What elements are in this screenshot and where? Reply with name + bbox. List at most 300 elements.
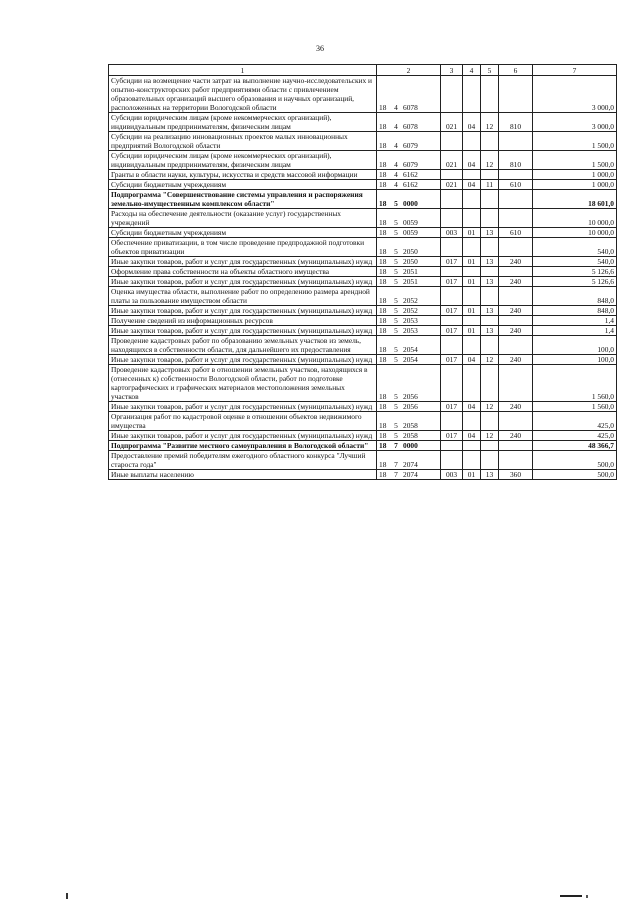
row-subsection: 13 <box>481 326 499 336</box>
header-cell: 4 <box>463 65 481 76</box>
table-row <box>109 170 617 180</box>
row-grbs: 021 <box>441 180 463 190</box>
code-part: 18 <box>379 257 387 266</box>
row-section <box>463 170 481 180</box>
code-part: 18 <box>379 277 387 286</box>
header-cell: 5 <box>481 65 499 76</box>
row-amount: 500,0 <box>533 470 617 480</box>
row-expense-type <box>499 441 533 451</box>
row-subsection: 13 <box>481 306 499 316</box>
row-code <box>377 355 441 365</box>
code-part: 18 <box>379 355 387 364</box>
header-cell: 1 <box>109 65 377 76</box>
table-row <box>109 132 617 151</box>
row-expense-type <box>499 76 533 113</box>
code-part: 18 <box>379 247 387 256</box>
code-part: 18 <box>379 199 387 208</box>
row-expense-type <box>499 132 533 151</box>
code-part: 18 <box>379 103 387 112</box>
row-grbs <box>441 76 463 113</box>
row-code <box>377 228 441 238</box>
row-grbs <box>441 267 463 277</box>
row-code <box>377 316 441 326</box>
code-part: 18 <box>379 392 387 401</box>
table-row <box>109 336 617 355</box>
row-code <box>377 76 441 113</box>
row-grbs: 017 <box>441 402 463 412</box>
row-code <box>377 209 441 228</box>
row-section: 01 <box>463 326 481 336</box>
row-section <box>463 238 481 257</box>
code-part: 2051 <box>403 277 418 286</box>
row-amount: 10 000,0 <box>533 228 617 238</box>
table-row <box>109 228 617 238</box>
row-name: Иные выплаты населению <box>109 470 377 480</box>
code-part: 6079 <box>403 160 418 169</box>
table-body <box>109 76 617 480</box>
code-part: 7 <box>394 460 398 469</box>
header-cell: 3 <box>441 65 463 76</box>
code-part: 2058 <box>403 421 418 430</box>
code-part: 0059 <box>403 218 418 227</box>
table-row <box>109 151 617 170</box>
row-subsection <box>481 336 499 355</box>
row-code <box>377 170 441 180</box>
row-name: Подпрограмма "Развитие местного самоуправления в Вологодской области" <box>109 441 377 451</box>
row-name: Субсидии на реализацию инновационных проектов малых инновационных предприятий Вологодской области <box>109 132 377 151</box>
row-code <box>377 277 441 287</box>
row-name: Оценка имущества области, выполнение работ по определению размера арендной платы за пользование имуществом области <box>109 287 377 306</box>
table-row <box>109 470 617 480</box>
row-expense-type <box>499 316 533 326</box>
code-part: 6162 <box>403 170 418 179</box>
code-part: 4 <box>394 160 398 169</box>
row-code <box>377 412 441 431</box>
code-part: 5 <box>394 228 398 237</box>
row-amount: 425,0 <box>533 431 617 441</box>
row-amount: 18 601,0 <box>533 190 617 209</box>
code-part: 18 <box>379 460 387 469</box>
code-part: 5 <box>394 326 398 335</box>
code-part: 2058 <box>403 431 418 440</box>
row-code <box>377 441 441 451</box>
table-row <box>109 277 617 287</box>
row-amount: 540,0 <box>533 257 617 267</box>
code-part: 2074 <box>403 470 418 479</box>
row-amount: 5 126,6 <box>533 277 617 287</box>
scan-mark <box>586 895 588 898</box>
code-part: 4 <box>394 180 398 189</box>
row-expense-type <box>499 365 533 402</box>
code-part: 2052 <box>403 306 418 315</box>
row-name: Подпрограмма "Совершенствование системы управления и распоряжения земельно-имущественным комплексом области" <box>109 190 377 209</box>
code-part: 0000 <box>403 441 418 450</box>
code-part: 5 <box>394 392 398 401</box>
row-code <box>377 451 441 470</box>
row-amount: 1 560,0 <box>533 365 617 402</box>
table-row <box>109 113 617 132</box>
row-code <box>377 287 441 306</box>
row-code <box>377 238 441 257</box>
table-row <box>109 306 617 316</box>
row-expense-type: 240 <box>499 355 533 365</box>
row-name: Гранты в области науки, культуры, искусства и средств массовой информации <box>109 170 377 180</box>
code-part: 5 <box>394 355 398 364</box>
table-row <box>109 267 617 277</box>
row-expense-type: 610 <box>499 180 533 190</box>
row-grbs <box>441 451 463 470</box>
row-section <box>463 76 481 113</box>
row-amount: 5 126,6 <box>533 267 617 277</box>
row-grbs <box>441 132 463 151</box>
row-name: Иные закупки товаров, работ и услуг для государственных (муниципальных) нужд <box>109 355 377 365</box>
code-part: 6078 <box>403 103 418 112</box>
row-amount: 500,0 <box>533 451 617 470</box>
row-expense-type <box>499 287 533 306</box>
row-subsection <box>481 316 499 326</box>
table-row <box>109 209 617 228</box>
row-subsection <box>481 238 499 257</box>
row-grbs <box>441 287 463 306</box>
row-expense-type: 240 <box>499 277 533 287</box>
code-part: 4 <box>394 122 398 131</box>
code-part: 5 <box>394 267 398 276</box>
code-part: 18 <box>379 345 387 354</box>
row-section <box>463 451 481 470</box>
row-subsection <box>481 190 499 209</box>
row-grbs <box>441 365 463 402</box>
code-part: 18 <box>379 170 387 179</box>
row-amount: 100,0 <box>533 355 617 365</box>
code-part: 2050 <box>403 247 418 256</box>
code-part: 18 <box>379 160 387 169</box>
row-section <box>463 316 481 326</box>
code-part: 5 <box>394 402 398 411</box>
row-name: Проведение кадастровых работ по образованию земельных участков из земель, находящихся в собственности области, для дальнейшего их предоставления <box>109 336 377 355</box>
row-expense-type <box>499 238 533 257</box>
row-name: Расходы на обеспечение деятельности (оказание услуг) государственных учреждений <box>109 209 377 228</box>
code-part: 18 <box>379 218 387 227</box>
code-part: 2056 <box>403 392 418 401</box>
code-part: 6078 <box>403 122 418 131</box>
row-code <box>377 190 441 209</box>
code-part: 5 <box>394 218 398 227</box>
code-part: 2051 <box>403 267 418 276</box>
table-row <box>109 76 617 113</box>
code-part: 5 <box>394 431 398 440</box>
row-code <box>377 336 441 355</box>
row-amount: 1 560,0 <box>533 402 617 412</box>
row-subsection: 12 <box>481 151 499 170</box>
row-name: Иные закупки товаров, работ и услуг для государственных (муниципальных) нужд <box>109 277 377 287</box>
code-part: 18 <box>379 267 387 276</box>
row-code <box>377 113 441 132</box>
row-subsection: 13 <box>481 228 499 238</box>
page-number: 36 <box>316 44 324 53</box>
row-section <box>463 132 481 151</box>
row-expense-type <box>499 190 533 209</box>
row-amount: 1 500,0 <box>533 132 617 151</box>
row-grbs <box>441 412 463 431</box>
code-part: 18 <box>379 306 387 315</box>
code-part: 2054 <box>403 345 418 354</box>
row-grbs <box>441 316 463 326</box>
row-amount: 1,4 <box>533 326 617 336</box>
row-name: Оформление права собственности на объекты областного имущества <box>109 267 377 277</box>
scan-mark <box>66 893 68 899</box>
row-name: Иные закупки товаров, работ и услуг для государственных (муниципальных) нужд <box>109 431 377 441</box>
code-part: 18 <box>379 141 387 150</box>
code-part: 2053 <box>403 326 418 335</box>
row-code <box>377 431 441 441</box>
row-grbs: 021 <box>441 113 463 132</box>
row-grbs: 017 <box>441 277 463 287</box>
code-part: 18 <box>379 470 387 479</box>
code-part: 18 <box>379 122 387 131</box>
table-row <box>109 287 617 306</box>
code-part: 4 <box>394 103 398 112</box>
row-subsection <box>481 267 499 277</box>
row-expense-type: 240 <box>499 431 533 441</box>
row-subsection <box>481 441 499 451</box>
code-part: 0059 <box>403 228 418 237</box>
row-grbs: 003 <box>441 470 463 480</box>
row-code <box>377 470 441 480</box>
row-name: Организация работ по кадастровой оценке в отношении объектов недвижимого имущества <box>109 412 377 431</box>
row-name: Иные закупки товаров, работ и услуг для государственных (муниципальных) нужд <box>109 306 377 316</box>
row-grbs: 017 <box>441 355 463 365</box>
table-row <box>109 365 617 402</box>
row-code <box>377 151 441 170</box>
code-part: 0000 <box>403 199 418 208</box>
table-row <box>109 355 617 365</box>
row-expense-type: 610 <box>499 228 533 238</box>
row-amount: 848,0 <box>533 306 617 316</box>
row-grbs <box>441 190 463 209</box>
table-row <box>109 412 617 431</box>
code-part: 6079 <box>403 141 418 150</box>
row-section: 04 <box>463 402 481 412</box>
row-section <box>463 336 481 355</box>
row-subsection: 13 <box>481 470 499 480</box>
code-part: 18 <box>379 421 387 430</box>
row-grbs <box>441 170 463 180</box>
row-subsection <box>481 132 499 151</box>
code-part: 2056 <box>403 402 418 411</box>
table-row <box>109 441 617 451</box>
row-section <box>463 412 481 431</box>
table-row <box>109 190 617 209</box>
row-grbs <box>441 209 463 228</box>
row-name: Проведение кадастровых работ в отношении земельных участков, находящихся в (отнесенных к) собственности Вологодской области, работ по подготовке картографических и графических материалов местоположения земельных участков <box>109 365 377 402</box>
row-amount: 848,0 <box>533 287 617 306</box>
code-part: 2074 <box>403 460 418 469</box>
row-subsection: 12 <box>481 431 499 441</box>
row-amount: 425,0 <box>533 412 617 431</box>
header-cell: 2 <box>377 65 441 76</box>
code-part: 18 <box>379 228 387 237</box>
row-grbs: 017 <box>441 257 463 267</box>
table-row <box>109 451 617 470</box>
row-grbs: 017 <box>441 326 463 336</box>
code-part: 18 <box>379 180 387 189</box>
table-row <box>109 326 617 336</box>
row-amount: 1,4 <box>533 316 617 326</box>
row-amount: 540,0 <box>533 238 617 257</box>
row-name: Субсидии юридическим лицам (кроме некоммерческих организаций), индивидуальным предпринимателям, физическим лицам <box>109 151 377 170</box>
row-section <box>463 267 481 277</box>
row-amount: 48 366,7 <box>533 441 617 451</box>
row-expense-type: 810 <box>499 151 533 170</box>
row-code <box>377 132 441 151</box>
table-row <box>109 238 617 257</box>
code-part: 7 <box>394 470 398 479</box>
row-subsection <box>481 170 499 180</box>
row-expense-type: 240 <box>499 257 533 267</box>
row-section: 01 <box>463 277 481 287</box>
row-amount: 3 000,0 <box>533 113 617 132</box>
row-name: Иные закупки товаров, работ и услуг для государственных (муниципальных) нужд <box>109 326 377 336</box>
row-section: 04 <box>463 431 481 441</box>
code-part: 5 <box>394 257 398 266</box>
code-part: 5 <box>394 296 398 305</box>
code-part: 2050 <box>403 257 418 266</box>
row-subsection <box>481 76 499 113</box>
row-section: 04 <box>463 113 481 132</box>
row-grbs: 017 <box>441 431 463 441</box>
row-grbs: 017 <box>441 306 463 316</box>
code-part: 18 <box>379 441 387 450</box>
code-part: 18 <box>379 316 387 325</box>
row-subsection: 11 <box>481 180 499 190</box>
row-amount: 1 500,0 <box>533 151 617 170</box>
scan-mark <box>560 895 582 897</box>
code-part: 5 <box>394 316 398 325</box>
row-amount: 1 000,0 <box>533 180 617 190</box>
row-grbs <box>441 336 463 355</box>
row-name: Субсидии бюджетным учреждениям <box>109 228 377 238</box>
code-part: 18 <box>379 326 387 335</box>
row-name: Субсидии бюджетным учреждениям <box>109 180 377 190</box>
row-name: Субсидии юридическим лицам (кроме некоммерческих организаций), индивидуальным предпринимателям, физическим лицам <box>109 113 377 132</box>
row-subsection <box>481 287 499 306</box>
row-code <box>377 326 441 336</box>
code-part: 5 <box>394 421 398 430</box>
table-row <box>109 257 617 267</box>
code-part: 7 <box>394 441 398 450</box>
row-code <box>377 402 441 412</box>
row-section: 01 <box>463 306 481 316</box>
row-amount: 10 000,0 <box>533 209 617 228</box>
row-section: 01 <box>463 228 481 238</box>
row-section: 04 <box>463 151 481 170</box>
row-grbs <box>441 441 463 451</box>
row-grbs: 021 <box>441 151 463 170</box>
row-subsection <box>481 451 499 470</box>
row-subsection <box>481 412 499 431</box>
row-subsection <box>481 365 499 402</box>
row-expense-type: 240 <box>499 306 533 316</box>
row-subsection: 13 <box>481 277 499 287</box>
code-part: 5 <box>394 277 398 286</box>
header-cell: 7 <box>533 65 617 76</box>
row-section <box>463 365 481 402</box>
row-code <box>377 180 441 190</box>
row-expense-type <box>499 209 533 228</box>
row-grbs <box>441 238 463 257</box>
row-section: 04 <box>463 355 481 365</box>
row-expense-type <box>499 451 533 470</box>
row-name: Предоставление премий победителям ежегодного областного конкурса "Лучший староста года" <box>109 451 377 470</box>
code-part: 2053 <box>403 316 418 325</box>
code-part: 18 <box>379 296 387 305</box>
row-code <box>377 257 441 267</box>
row-subsection: 12 <box>481 402 499 412</box>
row-expense-type <box>499 170 533 180</box>
row-amount: 3 000,0 <box>533 76 617 113</box>
header-cell: 6 <box>499 65 533 76</box>
code-part: 18 <box>379 402 387 411</box>
row-name: Иные закупки товаров, работ и услуг для государственных (муниципальных) нужд <box>109 257 377 267</box>
row-expense-type <box>499 336 533 355</box>
row-subsection <box>481 209 499 228</box>
code-part: 2054 <box>403 355 418 364</box>
code-part: 5 <box>394 247 398 256</box>
row-code <box>377 306 441 316</box>
row-section <box>463 441 481 451</box>
row-subsection: 13 <box>481 257 499 267</box>
row-subsection: 12 <box>481 113 499 132</box>
row-name: Получение сведений из информационных ресурсов <box>109 316 377 326</box>
row-expense-type: 240 <box>499 402 533 412</box>
row-section <box>463 209 481 228</box>
code-part: 4 <box>394 170 398 179</box>
row-expense-type: 810 <box>499 113 533 132</box>
budget-table <box>108 64 617 480</box>
row-expense-type: 240 <box>499 326 533 336</box>
code-part: 5 <box>394 199 398 208</box>
table-row <box>109 316 617 326</box>
code-part: 5 <box>394 345 398 354</box>
row-expense-type: 360 <box>499 470 533 480</box>
row-name: Обеспечение приватизации, в том числе проведение предпродажной подготовки объектов приватизации <box>109 238 377 257</box>
row-section: 01 <box>463 257 481 267</box>
row-section <box>463 190 481 209</box>
code-part: 5 <box>394 306 398 315</box>
table-row <box>109 431 617 441</box>
row-section <box>463 287 481 306</box>
row-name: Иные закупки товаров, работ и услуг для государственных (муниципальных) нужд <box>109 402 377 412</box>
row-expense-type <box>499 267 533 277</box>
row-subsection: 12 <box>481 355 499 365</box>
row-grbs: 003 <box>441 228 463 238</box>
row-code <box>377 267 441 277</box>
row-name: Субсидии на возмещение части затрат на выполнение научно-исследовательских и опытно-конструкторских работ предприятиями области с привлечением образовательных организаций высшего образования и научных организаций, расположенных на территории Вологодской области <box>109 76 377 113</box>
code-part: 2052 <box>403 296 418 305</box>
row-code <box>377 365 441 402</box>
code-part: 6162 <box>403 180 418 189</box>
table-row <box>109 402 617 412</box>
row-expense-type <box>499 412 533 431</box>
table-header-row <box>109 65 617 76</box>
row-amount: 100,0 <box>533 336 617 355</box>
table-row <box>109 180 617 190</box>
code-part: 18 <box>379 431 387 440</box>
code-part: 4 <box>394 141 398 150</box>
row-amount: 1 000,0 <box>533 170 617 180</box>
row-section: 01 <box>463 470 481 480</box>
row-section: 04 <box>463 180 481 190</box>
